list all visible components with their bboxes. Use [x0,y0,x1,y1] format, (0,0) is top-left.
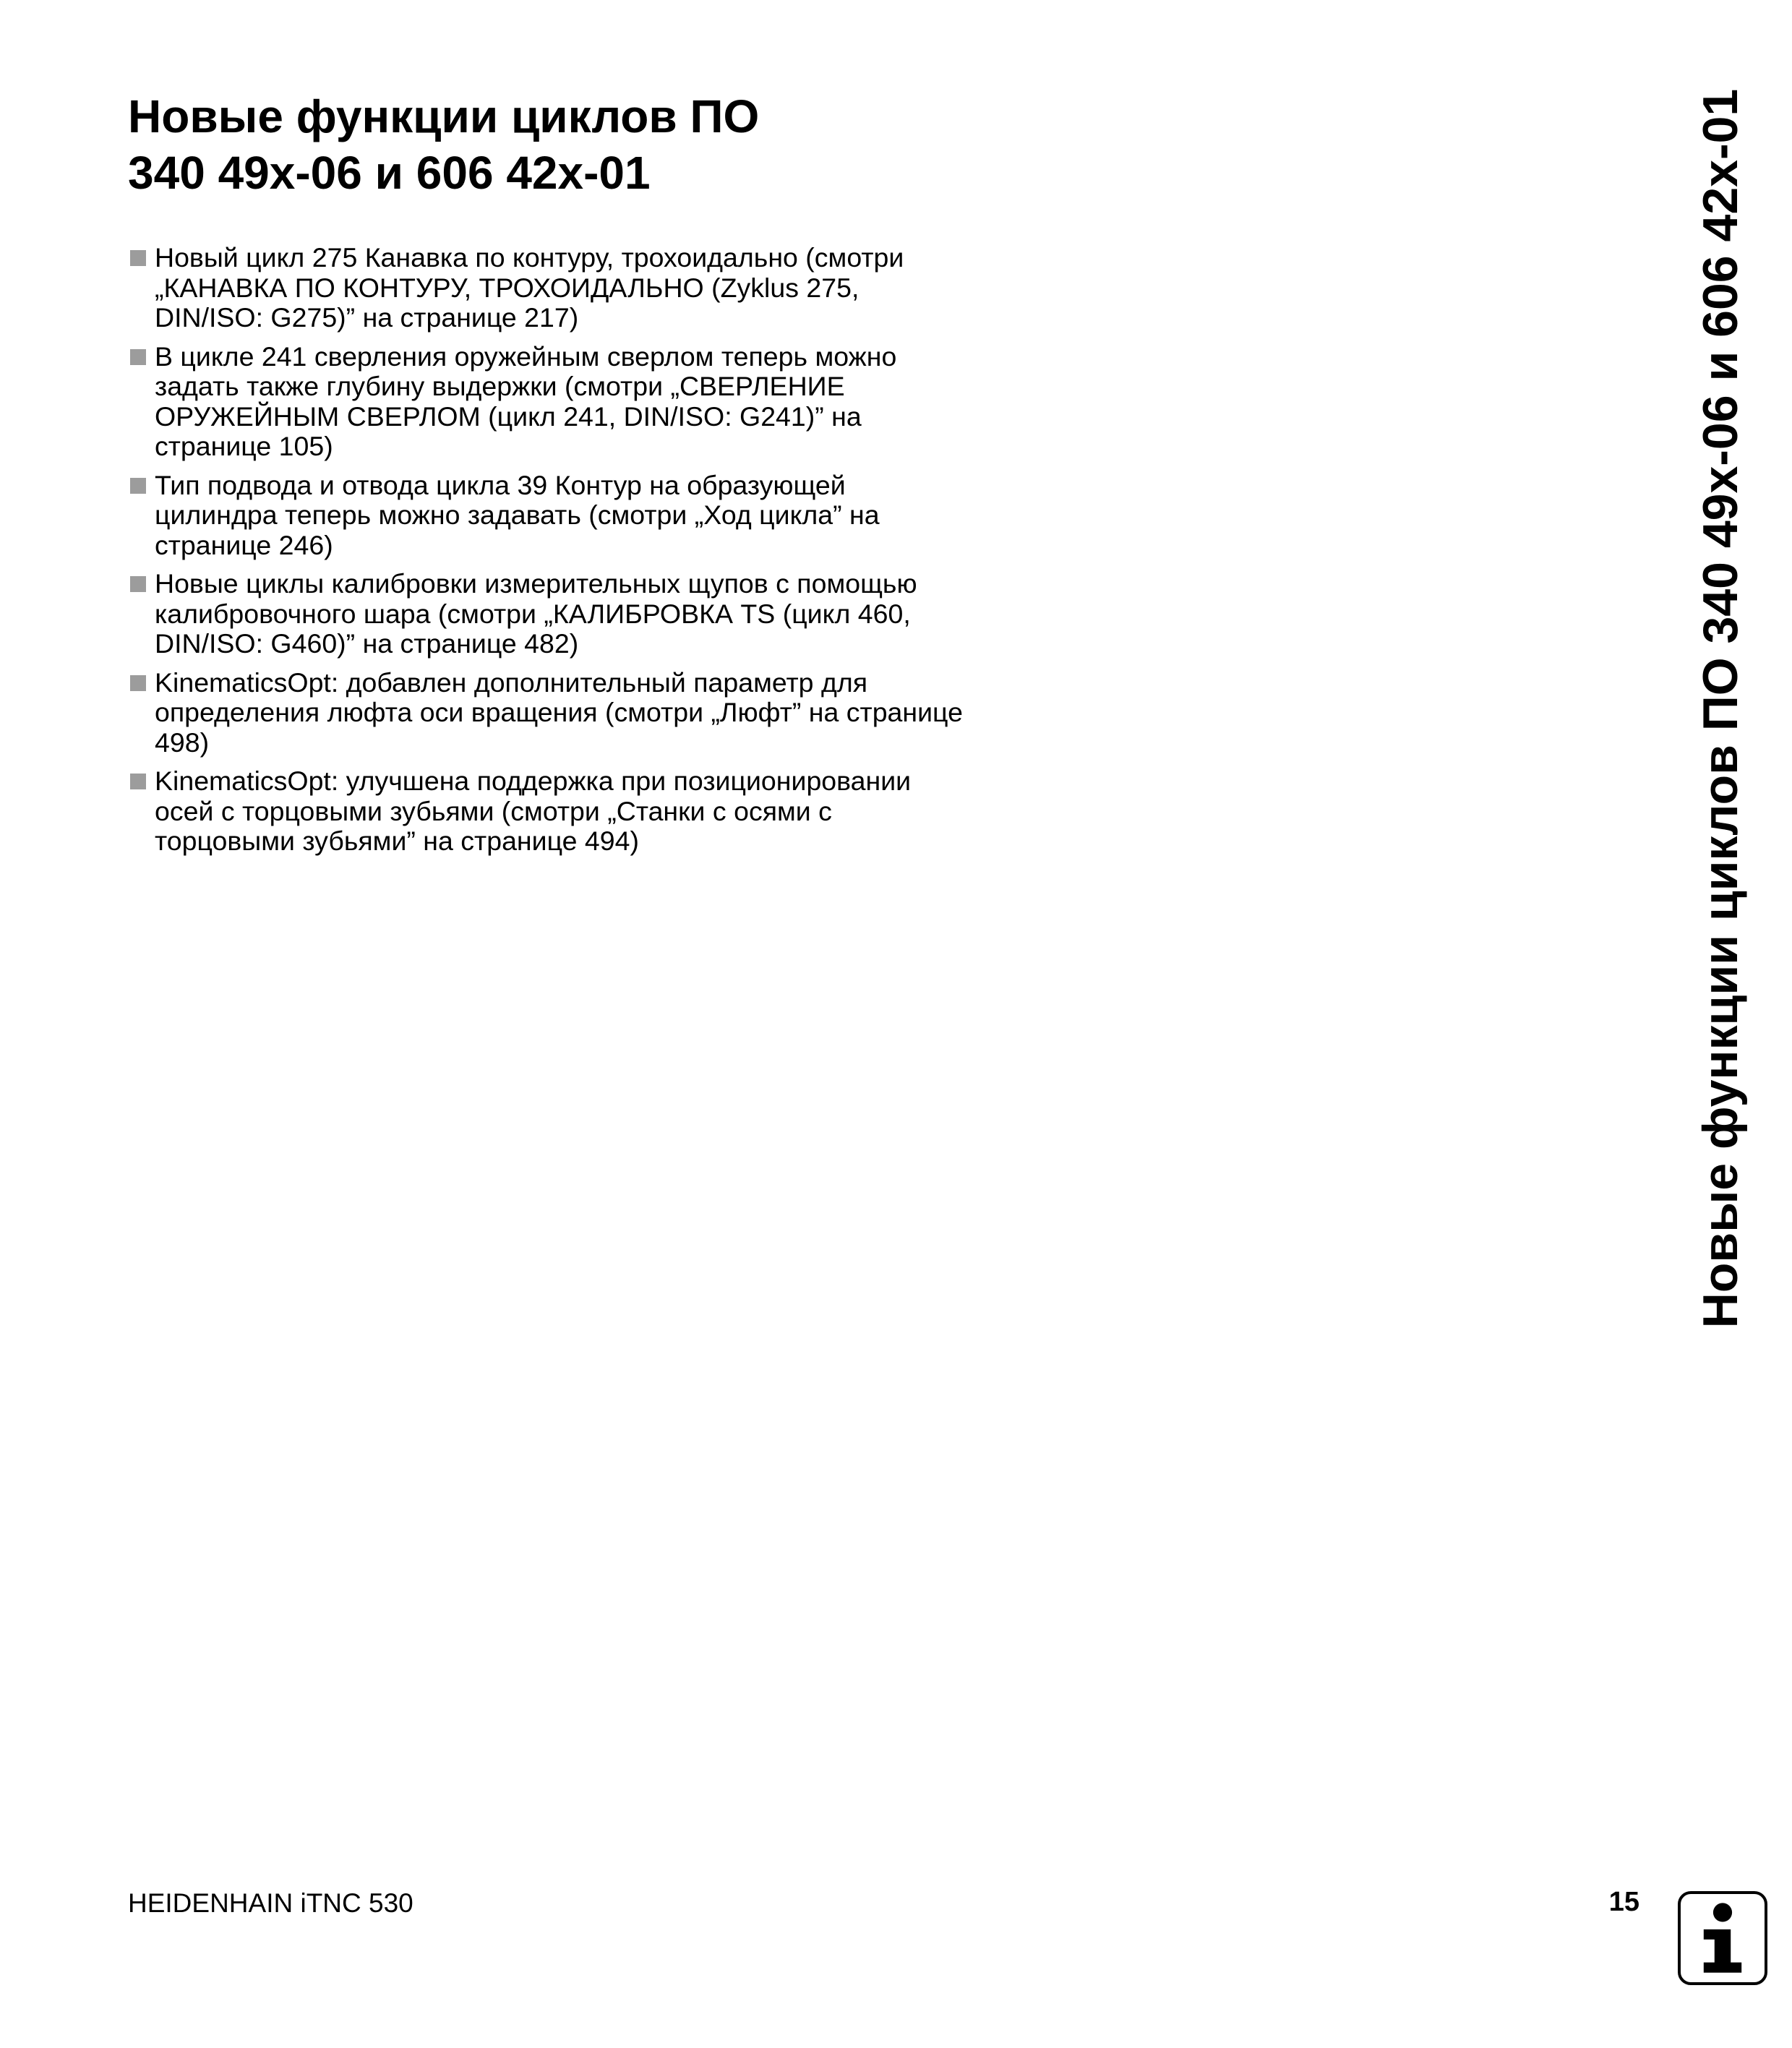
feature-text-line: 498) [155,727,210,758]
square-bullet-icon [130,675,146,691]
feature-text-line: калибровочного шара (смотри „КАЛИБРОВКА TS (цикл 460, [155,598,911,629]
feature-text-line: „КАНАВКА ПО КОНТУРУ, ТРОХОИДАЛЬНО (Zyklus 275, [155,272,859,303]
feature-text-line: ОРУЖЕЙНЫМ СВЕРЛОМ (цикл 241, DIN/ISO: G241)” на [155,400,862,432]
feature-text-line: торцовыми зубьями” на странице 494) [155,826,639,856]
side-title [1692,88,1749,1329]
feature-item [128,471,981,561]
feature-text-line: KinematicsOpt: улучшена поддержка при позиционировании [155,766,912,796]
info-icon [1678,1891,1767,1985]
feature-item [128,342,981,462]
square-bullet-icon [130,774,146,789]
feature-text-line: KinematicsOpt: добавлен дополнительный параметр для [155,667,868,698]
feature-text-line: определения люфта оси вращения (смотри „Люфт” на странице [155,697,963,727]
feature-item [128,243,981,333]
feature-text-line: Тип подвода и отвода цикла 39 Контур на образующей [155,469,846,500]
page-number: 15 [1608,1887,1639,1917]
feature-text-line: странице 105) [155,431,333,461]
feature-text-line: цилиндра теперь можно задавать (смотри „Ход цикла” на [155,500,880,530]
feature-item [128,569,981,659]
feature-item [128,668,981,758]
info-icon-glyph [1681,1894,1765,1982]
feature-text-line: Новый цикл 275 Канавка по контуру, трохоидально (смотри [155,242,904,273]
page-title-line-2: 340 49x-06 и 606 42x-01 [128,147,651,199]
feature-text-line: задать также глубину выдержки (смотри „СВЕРЛЕНИЕ [155,371,845,401]
footer-product-name: HEIDENHAIN iTNC 530 [128,1888,413,1918]
feature-list [128,243,981,865]
square-bullet-icon [130,576,146,592]
page-title-line-1: Новые функции циклов ПО [128,90,760,142]
square-bullet-icon [130,250,146,266]
feature-item [128,766,981,857]
feature-text-line: Новые циклы калибровки измерительных щупов с помощью [155,568,917,599]
feature-text-line: В цикле 241 сверления оружейным сверлом теперь можно [155,340,897,372]
feature-text-line: осей с торцовыми зубьями (смотри „Станки с осями с [155,795,832,826]
feature-text-line: DIN/ISO: G275)” на странице 217) [155,302,579,333]
square-bullet-icon [130,349,146,365]
square-bullet-icon [130,478,146,494]
feature-text-line: странице 246) [155,529,333,560]
side-title-text: Новые функции циклов ПО 340 49x-06 и 606 42x-01 [1693,88,1749,1329]
feature-text-line: DIN/ISO: G460)” на странице 482) [155,628,579,659]
page-title [128,88,1068,201]
